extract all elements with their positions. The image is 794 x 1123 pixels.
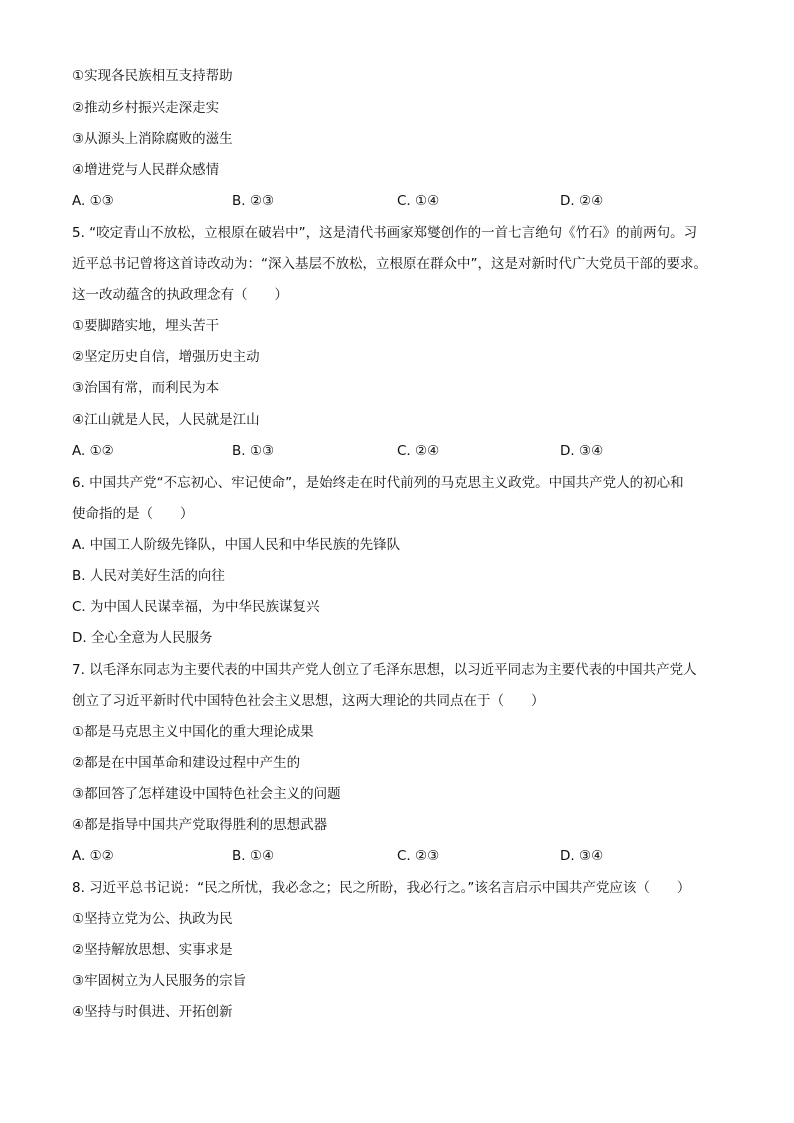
q7-stem-line-1: 7. 以毛泽东同志为主要代表的中国共产党人创立了毛泽东思想，以习近平同志为主要代表的中国共产党人 <box>72 662 697 678</box>
q6-option-b: B. 人民对美好生活的向往 <box>72 568 225 584</box>
q6-option-c: C. 为中国人民谋幸福，为中华民族谋复兴 <box>72 599 320 615</box>
q5-stem-line-2: 近平总书记曾将这首诗改动为：“深入基层不放松，立根原在群众中”，这是对新时代广大党员干部的要求。 <box>72 256 707 272</box>
q4-option-a: A. ①③ <box>72 193 114 209</box>
q7-item-2: ②都是在中国革命和建设过程中产生的 <box>72 755 301 771</box>
q4-option-d: D. ②④ <box>560 193 604 209</box>
q5-item-2: ②坚定历史自信，增强历史主动 <box>72 349 260 365</box>
q5-option-a: A. ①② <box>72 443 114 459</box>
q6-stem-line-1: 6. 中国共产党“不忘初心、牢记使命”，是始终走在时代前列的马克思主义政党。中国共产党人的初心和 <box>72 475 684 491</box>
q6-option-a: A. 中国工人阶级先锋队，中国人民和中华民族的先锋队 <box>72 537 401 553</box>
q5-option-b: B. ①③ <box>232 443 275 459</box>
q5-stem-line-1: 5. “咬定青山不放松，立根原在破岩中”，这是清代书画家郑燮创作的一首七言绝句《竹石》的前两句。习 <box>72 225 698 241</box>
q4-item-2: ②推动乡村振兴走深走实 <box>72 100 220 116</box>
q5-option-d: D. ③④ <box>560 443 604 459</box>
q4-item-1: ①实现各民族相互支持帮助 <box>72 68 233 84</box>
q7-option-a: A. ①② <box>72 848 114 864</box>
q4-option-b: B. ②③ <box>232 193 275 209</box>
q5-item-4: ④江山就是人民，人民就是江山 <box>72 412 260 428</box>
q7-options <box>72 846 732 866</box>
q7-item-3: ③都回答了怎样建设中国特色社会主义的问题 <box>72 786 341 802</box>
q7-item-4: ④都是指导中国共产党取得胜利的思想武器 <box>72 817 328 833</box>
q7-item-1: ①都是马克思主义中国化的重大理论成果 <box>72 724 314 740</box>
q8-item-2: ②坚持解放思想、实事求是 <box>72 942 233 958</box>
q5-options <box>72 441 732 461</box>
q5-option-c: C. ②④ <box>397 443 440 459</box>
q7-option-c: C. ②③ <box>397 848 440 864</box>
q6-option-d: D. 全心全意为人民服务 <box>72 630 213 646</box>
q4-item-3: ③从源头上消除腐败的滋生 <box>72 131 233 147</box>
q8-item-3: ③牢固树立为人民服务的宗旨 <box>72 973 247 989</box>
q5-item-1: ①要脚踏实地，埋头苦干 <box>72 318 220 334</box>
q4-options <box>72 191 732 211</box>
q8-item-4: ④坚持与时俱进、开拓创新 <box>72 1004 233 1020</box>
q5-stem-line-3: 这一改动蕴含的执政理念有（ ） <box>72 287 288 303</box>
q7-option-d: D. ③④ <box>560 848 604 864</box>
q6-stem-line-2: 使命指的是（ ） <box>72 506 194 522</box>
q4-item-4: ④增进党与人民群众感情 <box>72 162 220 178</box>
q7-stem-line-2: 创立了习近平新时代中国特色社会主义思想，这两大理论的共同点在于（ ） <box>72 693 545 709</box>
q4-option-c: C. ①④ <box>397 193 440 209</box>
q8-stem-line-1: 8. 习近平总书记说：“民之所忧，我必念之；民之所盼，我必行之。”该名言启示中国共产党应该（ ） <box>72 880 691 896</box>
q5-item-3: ③治国有常，而利民为本 <box>72 380 220 396</box>
q7-option-b: B. ①④ <box>232 848 275 864</box>
q8-item-1: ①坚持立党为公、执政为民 <box>72 911 233 927</box>
